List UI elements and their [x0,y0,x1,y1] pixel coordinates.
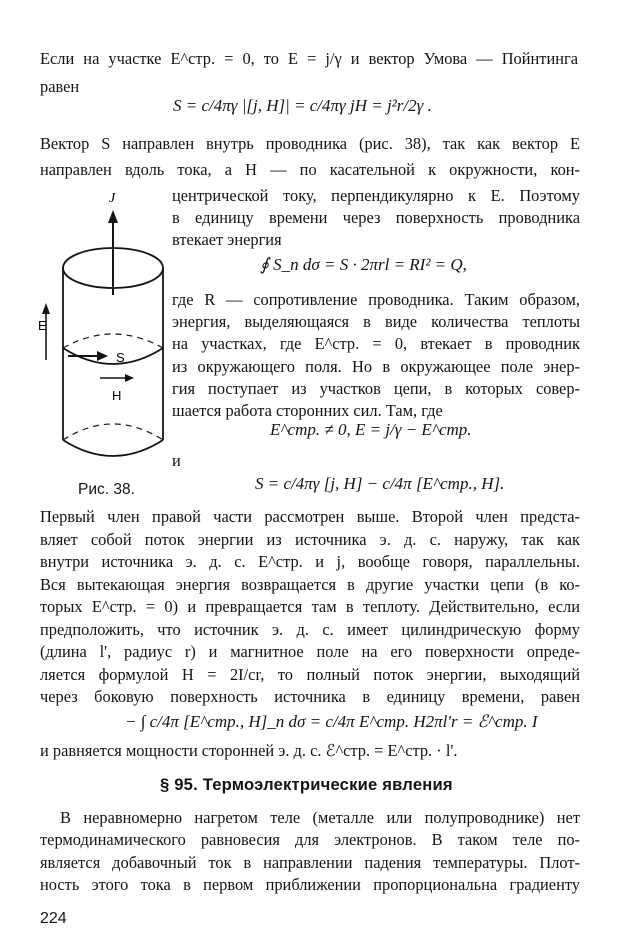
label-s: S [116,350,125,365]
text-line: центрической току, перпендикулярно к E. Поэтому [172,186,580,205]
text-line: предположить, что источник э. д. с. имеет цилиндрическую форму [40,620,580,639]
h-arrowhead [125,374,134,382]
label-e: E [38,318,47,333]
text-line: в единицу времени через поверхность проводника [172,208,580,227]
cylinder-bottom-back [63,424,163,440]
text-line: втекает энергия [172,230,282,249]
section-heading: § 95. Термоэлектрические явления [160,775,453,794]
current-arrowhead [108,210,118,223]
text-line: является добавочный ток в направлении падения температуры. Плот- [40,853,580,872]
text-line: через боковую поверхность источника в единицу времени, равен [40,687,580,706]
text-line: В неравномерно нагретом теле (металле или полупроводнике) нет [60,808,580,827]
text-line: ность этого тока в первом приближении пропорциональна градиенту [40,875,580,894]
middle-section-back [63,334,163,348]
page-number: 224 [40,910,67,927]
text-line: из окружающего поля. Но в окружающее поле энер- [172,357,580,376]
text-line: торых E^стр. = 0) и превращается там в теплоту. Действительно, если [40,597,580,616]
text-line: вляет собой поток энергии из источника э. д. с. наружу, так как [40,530,580,549]
label-j: J [109,191,116,206]
text-line: и равняется мощности сторонней э. д. с. ℰ^стр. = E^стр. · l'. [40,741,458,760]
text-line: Вектор S направлен внутрь проводника (рис. 38), так как вектор E [40,134,580,153]
text-line: гия поступает из участков цепи, в которых совер- [172,379,580,398]
formula-field: E^стр. ≠ 0, E = j/γ − E^стр. [270,420,472,439]
text-line: где R — сопротивление проводника. Таким образом, [172,290,580,309]
text-line: термодинамического равновесия для электронов. В таком теле по- [40,830,580,849]
text-line: ляется формулой H = 2I/cr, то полный поток энергии, выходящий [40,665,580,684]
label-h: H [112,388,122,403]
text-line: и [172,451,181,470]
e-arrowhead [42,303,50,314]
text-line: Вся вытекающая энергия возвращается в другие участки цепи (в ко- [40,575,580,594]
formula-integral: − ∫ c/4π [E^стр., H]_n dσ = c/4π E^стр. H2πl'r = ℰ^стр. I [125,712,538,731]
text-line: внутри источника э. д. с. E^стр. и j, вообще говоря, параллельны. [40,552,580,571]
text-line: на участках, где E^стр. = 0, втекает в проводник [172,334,580,353]
text-line: равен [40,77,80,96]
text-line: шается работа сторонних сил. Там, где [172,401,443,420]
figure-caption: Рис. 38. [78,481,135,498]
text-line: направлен вдоль тока, а H — по касательной к окружности, кон- [40,160,580,179]
cylinder-bottom-front [63,440,163,456]
s-arrowhead [97,351,108,361]
text-line: Если на участке E^стр. = 0, то E = j/γ и вектор Умова — Пойнтинга [40,49,578,68]
text-line: Первый член правой части рассмотрен выше. Второй член предста- [40,507,580,526]
figure-cylinder [38,190,173,475]
formula-poynting: S = c/4πγ |[j, H]| = c/4πγ jH = j²r/2γ . [173,96,432,115]
formula-flux: ∮ S_n dσ = S · 2πrl = RI² = Q, [260,255,467,274]
formula-poynting-split: S = c/4πγ [j, H] − c/4π [E^стр., H]. [255,474,505,493]
text-line: (длина l', радиус r) и магнитное поле на его поверхности опреде- [40,642,580,661]
text-line: энергия, выделяющаяся в виде количества теплоты [172,312,580,331]
